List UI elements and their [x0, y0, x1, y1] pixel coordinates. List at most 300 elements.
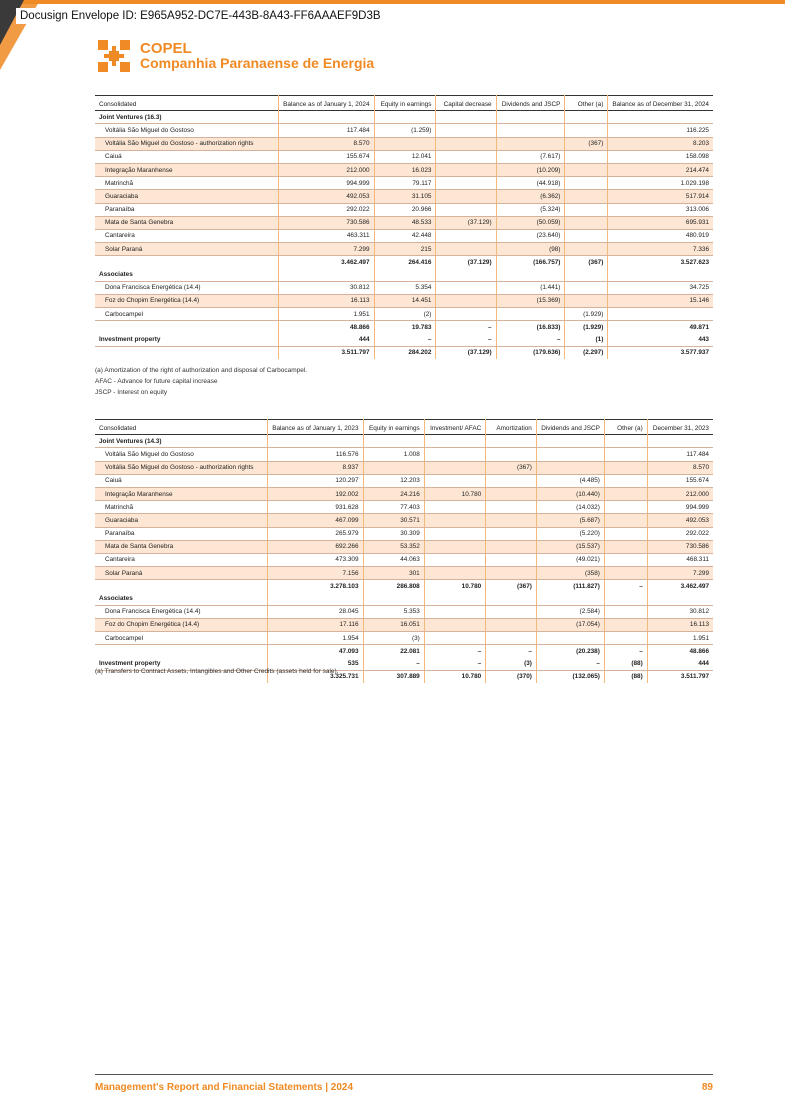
- table-cell: [536, 448, 604, 461]
- table-cell: 7.336: [608, 243, 713, 256]
- table-cell: 17.116: [268, 618, 363, 631]
- table-cell: [486, 527, 537, 540]
- table-cell: [436, 124, 496, 137]
- footnote: (a) Amortization of the right of authorization and disposal of Carbocampel.: [95, 367, 308, 374]
- table-cell: 48.866: [279, 321, 374, 334]
- column-header: Balance as of December 31, 2024: [608, 96, 713, 111]
- table-cell: 15.146: [608, 294, 713, 307]
- table-row: [95, 281, 713, 294]
- row-label: Paranaíba: [95, 203, 279, 216]
- table-cell: [424, 448, 485, 461]
- table-cell: (37.129): [436, 256, 496, 269]
- table-cell: [647, 435, 713, 448]
- table-cell: [496, 308, 565, 321]
- row-label: Cantareira: [95, 229, 279, 242]
- table-cell: [604, 435, 647, 448]
- table-cell: 31.105: [374, 190, 436, 203]
- table-cell: 994.999: [279, 177, 374, 190]
- table-cell: 28.045: [268, 605, 363, 618]
- table-cell: 444: [279, 333, 374, 346]
- table-cell: [536, 592, 604, 605]
- table-cell: [565, 177, 608, 190]
- row-label: [95, 321, 279, 334]
- table-cell: [424, 567, 485, 580]
- table-cell: (1.259): [374, 124, 436, 137]
- row-label: Voltália São Miguel do Gostoso: [95, 448, 268, 461]
- table-cell: [565, 190, 608, 203]
- table-cell: –: [424, 645, 485, 658]
- table-cell: (1.929): [565, 321, 608, 334]
- column-header: Balance as of January 1, 2024: [279, 96, 374, 111]
- table-cell: 79.117: [374, 177, 436, 190]
- table-cell: [604, 605, 647, 618]
- row-label: Guaraciaba: [95, 190, 279, 203]
- table-cell: [424, 527, 485, 540]
- table-cell: [436, 229, 496, 242]
- row-label: Carbocampel: [95, 632, 268, 645]
- table-cell: [565, 268, 608, 281]
- table-cell: 19.783: [374, 321, 436, 334]
- column-header: Other (a): [604, 420, 647, 435]
- row-label: Mata de Santa Genebra: [95, 216, 279, 229]
- table-cell: 1.954: [268, 632, 363, 645]
- row-label: Associates: [95, 268, 279, 281]
- table-cell: [486, 501, 537, 514]
- table-cell: (15.369): [496, 294, 565, 307]
- table-row: [95, 177, 713, 190]
- table-cell: (132.065): [536, 670, 604, 683]
- table-cell: 30.571: [363, 514, 424, 527]
- table-cell: 16.113: [279, 294, 374, 307]
- table-cell: 16.023: [374, 163, 436, 176]
- table-cell: (3): [363, 632, 424, 645]
- table-cell: (50.059): [496, 216, 565, 229]
- table-cell: 192.002: [268, 487, 363, 500]
- table-cell: 49.871: [608, 321, 713, 334]
- table-cell: –: [536, 657, 604, 670]
- table-cell: 7.299: [647, 567, 713, 580]
- table-cell: [486, 474, 537, 487]
- column-header: Dividends and JSCP: [496, 96, 565, 111]
- table-cell: (14.032): [536, 501, 604, 514]
- table-cell: –: [496, 333, 565, 346]
- table-cell: [424, 618, 485, 631]
- row-label: Voltália São Miguel do Gostoso - authorization rights: [95, 137, 279, 150]
- table-cell: 730.586: [647, 540, 713, 553]
- table-cell: [565, 216, 608, 229]
- table-cell: 284.202: [374, 346, 436, 359]
- table-cell: [486, 553, 537, 566]
- table-cell: –: [436, 333, 496, 346]
- table-cell: 3.278.103: [268, 580, 363, 593]
- table-cell: 8.570: [647, 461, 713, 474]
- table-row: [95, 333, 713, 346]
- table-cell: (4.485): [536, 474, 604, 487]
- table-cell: [604, 618, 647, 631]
- table-cell: [604, 448, 647, 461]
- table-row: [95, 567, 713, 580]
- table-cell: [486, 592, 537, 605]
- table-cell: 42.448: [374, 229, 436, 242]
- table-cell: 8.570: [279, 137, 374, 150]
- table-row: [95, 618, 713, 631]
- table-cell: (1.929): [565, 308, 608, 321]
- table-cell: (6.362): [496, 190, 565, 203]
- row-label: Solar Paraná: [95, 567, 268, 580]
- row-label: Investment property: [95, 333, 279, 346]
- table-cell: 467.099: [268, 514, 363, 527]
- table-cell: [565, 229, 608, 242]
- table-cell: [374, 111, 436, 124]
- table-cell: 7.156: [268, 567, 363, 580]
- table-cell: [374, 268, 436, 281]
- table-row: [95, 216, 713, 229]
- table-cell: 292.022: [279, 203, 374, 216]
- column-header: Consolidated: [99, 425, 137, 433]
- table-cell: 16.113: [647, 618, 713, 631]
- table-cell: 3.511.797: [647, 670, 713, 683]
- table-row: [95, 243, 713, 256]
- row-label: Dona Francisca Energética (14.4): [95, 281, 279, 294]
- table-row: [95, 514, 713, 527]
- table-cell: (2): [374, 308, 436, 321]
- table-cell: [486, 487, 537, 500]
- table-cell: 1.029.198: [608, 177, 713, 190]
- table-row: [95, 229, 713, 242]
- table-cell: (179.636): [496, 346, 565, 359]
- row-label: Dona Francisca Energética (14.4): [95, 605, 268, 618]
- table-cell: [536, 435, 604, 448]
- table-cell: 517.914: [608, 190, 713, 203]
- table-cell: (88): [604, 657, 647, 670]
- table-cell: (370): [486, 670, 537, 683]
- table-cell: [424, 553, 485, 566]
- column-header: Equity in earnings: [374, 96, 436, 111]
- table-cell: 468.311: [647, 553, 713, 566]
- row-label: Caiuá: [95, 474, 268, 487]
- row-label: Mata de Santa Genebra: [95, 540, 268, 553]
- row-label: Carbocampel: [95, 308, 279, 321]
- table-cell: 30.812: [647, 605, 713, 618]
- column-header: Consolidated: [99, 101, 137, 109]
- table-2023-notes: [95, 666, 339, 677]
- table-cell: (358): [536, 567, 604, 580]
- column-header: Equity in earnings: [363, 420, 424, 435]
- table-cell: [363, 435, 424, 448]
- row-label: [95, 645, 268, 658]
- table-cell: 53.352: [363, 540, 424, 553]
- footnote: AFAC - Advance for future capital increase: [95, 378, 218, 385]
- table-row: [95, 346, 713, 359]
- table-cell: [604, 553, 647, 566]
- table-cell: 8.203: [608, 137, 713, 150]
- table-row: [95, 321, 713, 334]
- row-label: Solar Paraná: [95, 243, 279, 256]
- table-cell: 695.931: [608, 216, 713, 229]
- table-cell: 931.628: [268, 501, 363, 514]
- row-label: Voltália São Miguel do Gostoso - authorization rights: [95, 461, 268, 474]
- table-cell: 116.576: [268, 448, 363, 461]
- table-cell: 14.451: [374, 294, 436, 307]
- table-cell: [604, 461, 647, 474]
- table-row: [95, 461, 713, 474]
- row-label: Cantareira: [95, 553, 268, 566]
- table-row: [95, 592, 713, 605]
- table-cell: 120.297: [268, 474, 363, 487]
- docusign-envelope-id: Docusign Envelope ID: E965A952-DC7E-443B-8A43-FF6AAAEF9D3B: [16, 8, 385, 24]
- row-label: Matrinchã: [95, 177, 279, 190]
- row-label: Integração Maranhense: [95, 487, 268, 500]
- table-cell: 5.353: [363, 605, 424, 618]
- table-cell: [424, 540, 485, 553]
- footnote: (a) Transfers to Contract Assets, Intangibles and Other Credits (assets held for sale).: [95, 668, 339, 675]
- table-cell: [424, 474, 485, 487]
- investments-table-2023: [95, 419, 713, 683]
- table-row: [95, 435, 713, 448]
- row-label: Joint Ventures (14.3): [95, 435, 268, 448]
- table-row: [95, 203, 713, 216]
- table-cell: [436, 281, 496, 294]
- table-cell: 12.041: [374, 150, 436, 163]
- table-cell: –: [436, 321, 496, 334]
- table-cell: [565, 281, 608, 294]
- table-cell: 5.354: [374, 281, 436, 294]
- top-accent-bar: [0, 0, 785, 4]
- table-cell: 16.051: [363, 618, 424, 631]
- page-number: 89: [701, 1082, 713, 1093]
- table-cell: (10.209): [496, 163, 565, 176]
- table-cell: [424, 605, 485, 618]
- table-cell: 3.511.797: [279, 346, 374, 359]
- table-cell: 117.484: [647, 448, 713, 461]
- table-row: [95, 474, 713, 487]
- table-cell: (37.129): [436, 216, 496, 229]
- brand-company: Companhia Paranaense de Energia: [140, 55, 375, 71]
- table-cell: –: [604, 645, 647, 658]
- table-cell: –: [486, 645, 537, 658]
- table-cell: [604, 487, 647, 500]
- table-cell: [486, 540, 537, 553]
- row-label: [95, 346, 279, 359]
- table-cell: 444: [647, 657, 713, 670]
- table-cell: 10.780: [424, 580, 485, 593]
- row-label: Integração Maranhense: [95, 163, 279, 176]
- table-cell: [436, 243, 496, 256]
- table-cell: 155.674: [647, 474, 713, 487]
- table-cell: [565, 150, 608, 163]
- table-cell: (2.584): [536, 605, 604, 618]
- row-label: Voltália São Miguel do Gostoso: [95, 124, 279, 137]
- table-cell: 30.309: [363, 527, 424, 540]
- table-cell: 158.098: [608, 150, 713, 163]
- investments-table-2024: [95, 95, 713, 359]
- table-cell: (367): [486, 580, 537, 593]
- table-cell: 77.403: [363, 501, 424, 514]
- table-cell: 730.586: [279, 216, 374, 229]
- table-cell: (2.297): [565, 346, 608, 359]
- row-label: Matrinchã: [95, 501, 268, 514]
- copel-logo-icon: [96, 38, 132, 74]
- table-cell: [608, 308, 713, 321]
- table-cell: [496, 124, 565, 137]
- table-cell: 30.812: [279, 281, 374, 294]
- table-cell: [486, 567, 537, 580]
- table-cell: (367): [565, 256, 608, 269]
- table-cell: [565, 203, 608, 216]
- table-cell: 212.000: [647, 487, 713, 500]
- column-header: Balance as of January 1, 2023: [268, 420, 363, 435]
- table-cell: 265.979: [268, 527, 363, 540]
- table-cell: (367): [565, 137, 608, 150]
- table-cell: [604, 540, 647, 553]
- table-cell: [268, 592, 363, 605]
- table-cell: (3): [486, 657, 537, 670]
- table-cell: [436, 150, 496, 163]
- table-cell: 492.053: [647, 514, 713, 527]
- table-cell: [424, 435, 485, 448]
- table-cell: 10.780: [424, 670, 485, 683]
- table-row: [95, 268, 713, 281]
- table-cell: [486, 618, 537, 631]
- row-label: [95, 580, 268, 593]
- table-cell: 480.919: [608, 229, 713, 242]
- table-cell: 48.533: [374, 216, 436, 229]
- column-header: Dividends and JSCP: [536, 420, 604, 435]
- table-cell: 3.325.731: [268, 670, 363, 683]
- table-row: [95, 163, 713, 176]
- table-row: [95, 632, 713, 645]
- table-cell: 44.063: [363, 553, 424, 566]
- table-cell: (367): [486, 461, 537, 474]
- table-cell: (20.238): [536, 645, 604, 658]
- table-cell: (1.441): [496, 281, 565, 294]
- table-cell: [436, 190, 496, 203]
- table-cell: [604, 527, 647, 540]
- table-cell: 463.311: [279, 229, 374, 242]
- table-cell: [565, 124, 608, 137]
- table-cell: –: [363, 657, 424, 670]
- table-cell: 24.216: [363, 487, 424, 500]
- table-cell: [268, 435, 363, 448]
- table-cell: (88): [604, 670, 647, 683]
- table-cell: [436, 268, 496, 281]
- table-cell: (37.129): [436, 346, 496, 359]
- table-row: [95, 501, 713, 514]
- table-cell: (98): [496, 243, 565, 256]
- table-cell: [363, 592, 424, 605]
- footer-title: Management's Report and Financial Statements | 2024: [95, 1082, 354, 1093]
- table-cell: [436, 177, 496, 190]
- table-row: [95, 448, 713, 461]
- table-cell: 48.866: [647, 645, 713, 658]
- table-row: [95, 553, 713, 566]
- table-row: [95, 256, 713, 269]
- table-cell: [496, 268, 565, 281]
- table-cell: 116.225: [608, 124, 713, 137]
- table-2024-notes: [95, 365, 307, 398]
- table-cell: [536, 632, 604, 645]
- table-cell: [424, 632, 485, 645]
- table-cell: (44.918): [496, 177, 565, 190]
- table-cell: [604, 567, 647, 580]
- table-cell: 1.951: [647, 632, 713, 645]
- row-label: Foz do Chopim Energética (14.4): [95, 294, 279, 307]
- table-cell: (7.617): [496, 150, 565, 163]
- table-row: [95, 150, 713, 163]
- table-cell: [604, 514, 647, 527]
- table-cell: [424, 461, 485, 474]
- column-header: December 31, 2023: [647, 420, 713, 435]
- row-label: [95, 256, 279, 269]
- table-cell: [565, 163, 608, 176]
- table-cell: [565, 294, 608, 307]
- row-label: Foz do Chopim Energética (14.4): [95, 618, 268, 631]
- table-cell: 313.006: [608, 203, 713, 216]
- row-label: Caiuá: [95, 150, 279, 163]
- table-cell: [647, 592, 713, 605]
- table-cell: [608, 268, 713, 281]
- table-cell: (23.640): [496, 229, 565, 242]
- table-cell: 1.008: [363, 448, 424, 461]
- row-label: Investment property: [95, 657, 268, 670]
- table-cell: [436, 137, 496, 150]
- copel-logo: [96, 38, 374, 74]
- table-cell: (15.537): [536, 540, 604, 553]
- table-cell: 307.889: [363, 670, 424, 683]
- table-cell: 473.309: [268, 553, 363, 566]
- table-cell: 214.474: [608, 163, 713, 176]
- table-cell: (5.687): [536, 514, 604, 527]
- table-cell: (1): [565, 333, 608, 346]
- table-cell: [486, 632, 537, 645]
- table-cell: 3.577.937: [608, 346, 713, 359]
- table-cell: [436, 111, 496, 124]
- table-cell: [363, 461, 424, 474]
- table-cell: [374, 137, 436, 150]
- table-cell: [279, 111, 374, 124]
- table-cell: 692.266: [268, 540, 363, 553]
- row-label: Associates: [95, 592, 268, 605]
- table-cell: [608, 111, 713, 124]
- table-row: [95, 137, 713, 150]
- table-cell: [604, 501, 647, 514]
- table-row: [95, 308, 713, 321]
- table-row: [95, 645, 713, 658]
- column-header: Other (a): [565, 96, 608, 111]
- table-cell: (5.324): [496, 203, 565, 216]
- table-cell: 212.000: [279, 163, 374, 176]
- table-row: [95, 124, 713, 137]
- table-cell: 535: [268, 657, 363, 670]
- table-cell: [565, 111, 608, 124]
- table-cell: [436, 308, 496, 321]
- table-row: [95, 580, 713, 593]
- table-cell: [565, 243, 608, 256]
- table-cell: 443: [608, 333, 713, 346]
- table-cell: (16.833): [496, 321, 565, 334]
- table-cell: 20.966: [374, 203, 436, 216]
- footnote: JSCP - Interest on equity: [95, 389, 168, 396]
- table-cell: 8.937: [268, 461, 363, 474]
- table-row: [95, 487, 713, 500]
- table-cell: 492.053: [279, 190, 374, 203]
- table-cell: [496, 137, 565, 150]
- table-cell: [424, 501, 485, 514]
- table-cell: 117.484: [279, 124, 374, 137]
- table-cell: (49.021): [536, 553, 604, 566]
- table-cell: –: [374, 333, 436, 346]
- table-cell: 286.808: [363, 580, 424, 593]
